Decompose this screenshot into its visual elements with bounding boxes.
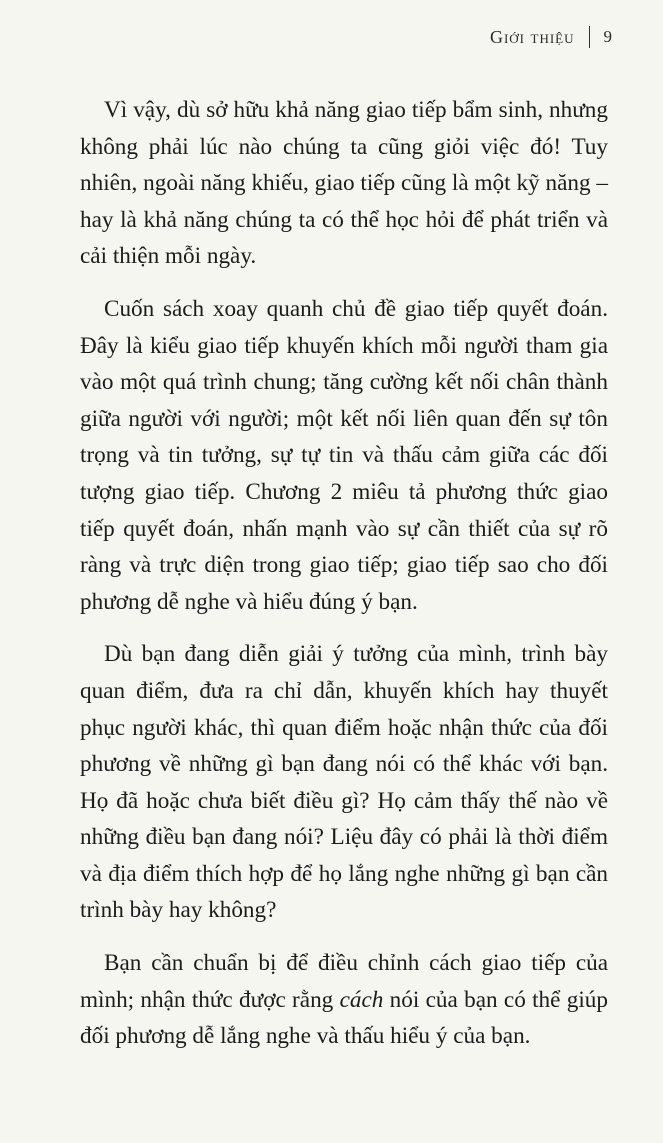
paragraph-3: Dù bạn đang diễn giải ý tưởng của mình, trình bày quan điểm, đưa ra chỉ dẫn, khuyến khích hay thuyết phục người khác, thì quan điểm hoặc nhận thức của đối phương về những gì bạn đang nói có thể khác với bạn. Họ đã hoặc chưa biết điều gì? Họ cảm thấy thế nào về những điều bạn đang nói? Liệu đây có phải là thời điểm và địa điểm thích hợp để họ lắng nghe những gì bạn cần trình bày hay không? <box>80 641 608 924</box>
emphasized-word: cách <box>339 986 384 1013</box>
paragraph-1: Vì vậy, dù sở hữu khả năng giao tiếp bẩm sinh, nhưng không phải lúc nào chúng ta cũng giỏi việc đó! Tuy nhiên, ngoài năng khiếu, giao tiếp cũng là một kỹ năng – hay là khả năng chúng ta có thể học hỏi để phát triển và cải thiện mỗi ngày. <box>80 97 608 270</box>
paragraph-4-end: nói của bạn có thể giúp đối phương dễ lắng nghe và thấu hiểu ý của bạn. <box>80 986 608 1050</box>
page-number: 9 <box>603 27 613 46</box>
body-text <box>80 92 608 1071</box>
paragraph-4-start: Bạn cần chuẩn bị để điều chỉnh cách giao tiếp của mình; nhận thức được rằng <box>80 950 608 1013</box>
paragraph-4 <box>80 945 608 1055</box>
chapter-title: Giới thiệu <box>489 26 575 47</box>
running-header <box>490 26 613 48</box>
paragraph-2: Cuốn sách xoay quanh chủ đề giao tiếp quyết đoán. Đây là kiểu giao tiếp khuyến khích mỗi người tham gia vào một quá trình chung; tăng cường kết nối chân thành giữa người với người; một kết nối liên quan đến sự tôn trọng và tin tưởng, sự tự tin và thấu cảm giữa các đối tượng giao tiếp. Chương 2 miêu tả phương thức giao tiếp quyết đoán, nhấn mạnh vào sự cần thiết của sự rõ ràng và trực diện trong giao tiếp; giao tiếp sao cho đối phương dễ nghe và hiểu đúng ý bạn. <box>80 295 608 615</box>
header-divider <box>589 26 590 48</box>
